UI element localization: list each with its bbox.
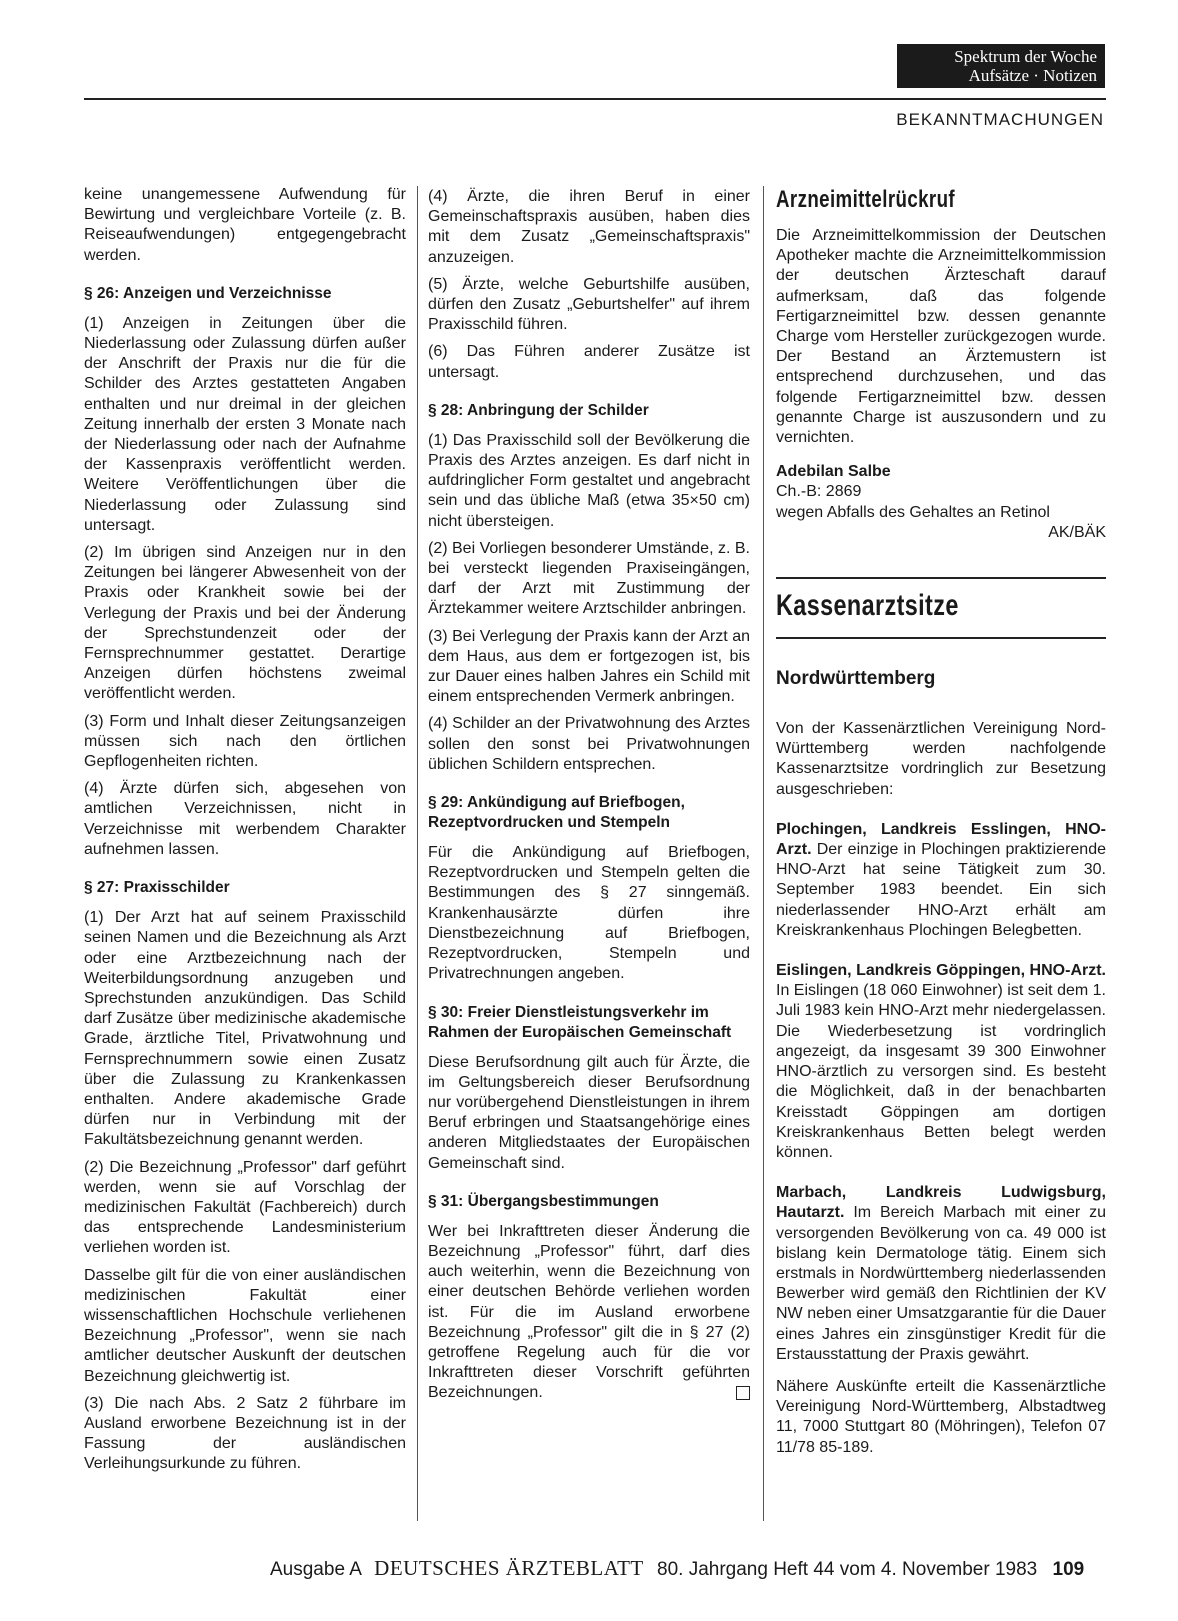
drug-batch: Ch.-B: 2869	[776, 483, 862, 501]
section-heading-30: § 30: Freier Dienstleistungsverkehr im Rahmen der Europäischen Gemeinschaft	[428, 1003, 732, 1041]
section-heading-27: § 27: Praxisschilder	[84, 879, 230, 897]
badge-line-1: Spektrum der Woche	[954, 47, 1097, 66]
paragraph: (2) Die Bezeichnung „Professor" darf geführt werden, wenn sie auf Vorschlag der medizinischen Fakultät (Fachbereich) durch das entsprechende Landesministerium verliehen worden ist.	[84, 1158, 406, 1257]
footer-magazine: DEUTSCHES ÄRZTEBLATT	[374, 1556, 644, 1580]
paragraph: keine unangemessene Aufwendung für Bewirtung und vergleichbare Vorteile (z. B. Reiseaufwendungen) entgegengebracht werden.	[84, 186, 406, 264]
paragraph: (1) Anzeigen in Zeitungen über die Niederlassung oder Zulassung dürfen außer der Anschrift der Praxis nur die für die Schilder des Arztes gestatteten Angaben enthalten und nur dreimal in der gleichen Zeitung innerhalb der ersten 3 Monate nach der Niederlassung oder nach der Aufnahme der Kassenpraxis veröffentlicht werden. Weitere Veröffentlichungen über die Niederlassung oder Zulassung sind untersagt.	[84, 314, 406, 534]
page-number: 109	[1052, 1559, 1085, 1580]
recall-heading: Arzneimittelrückruf	[776, 186, 956, 213]
section-rule	[776, 577, 1106, 579]
paragraph: Von der Kassenärztlichen Vereinigung Nord-Württemberg werden nachfolgende Kassenarztsitze vordringlich zur Besetzung ausgeschrieben:	[776, 720, 1106, 798]
paragraph: (2) Bei Vorliegen besonderer Umstände, z. B. bei versteckt liegenden Praxiseingängen, darf der Arzt mit Zustimmung der Ärztekammer weitere Arztschilder anbringen.	[428, 539, 750, 618]
badge-line-2: Aufsätze · Notizen	[968, 66, 1097, 85]
page-footer	[270, 1556, 1084, 1581]
paragraph: (3) Die nach Abs. 2 Satz 2 führbare im Ausland erworbene Bezeichnung ist in der Fassung der ausländischen Verleihungsurkunde zu führen.	[84, 1394, 406, 1473]
drug-notice	[776, 462, 1106, 543]
footer-issue: 80. Jahrgang Heft 44 vom 4. November 1983	[657, 1559, 1038, 1580]
end-mark-icon	[736, 1386, 750, 1400]
paragraph: (1) Der Arzt hat auf seinem Praxisschild seinen Namen und die Bezeichnung als Arzt oder eine Arztbezeichnung nach der Weiterbildungsordnung anzugeben und Sprechstunden anzukündigen. Das Schild darf Zusätze über medizinische akademische Grade, ärztliche Titel, Privatwohnung und Fernsprechnummern sowie einen Zusatz über die Zulassung zu Krankenkassen enthalten. Andere akademische Grade dürfen nur in Verbindung mit der Fakultätsbezeichnung genannt werden.	[84, 909, 406, 1149]
listing-text: Der einzige in Plochingen praktizierende HNO-Arzt hat seine Tätigkeit zum 30. September 1983 beendet. Ein sich niederlassender HNO-Arzt erhält am Kreiskrankenhaus Plochingen Belegbetten.	[776, 841, 1106, 939]
paragraph: Für die Ankündigung auf Briefbogen, Rezeptvordrucken und Stempeln gelten die Bestimmungen des § 27 sinngemäß. Krankenhausärzte dürfen ihre Dienstbezeichnung auf Briefbogen, Rezeptvordrucken, Stempeln und Privatrechnungen angeben.	[428, 844, 750, 983]
paragraph	[428, 1222, 750, 1404]
paragraph-text: Wer bei Inkrafttreten dieser Änderung die Bezeichnung „Professor" führt, darf dies auch weiterhin, wenn die Bezeichnung von einer deutschen Behörde verliehen worden ist. Für die im Ausland erworbene Bezeichnung „Professor" gilt die in § 27 (2) getroffene Regelung auch für die vor Inkrafttreten dieser Vorschrift geführten Bezeichnungen.	[428, 1222, 750, 1402]
column-2	[428, 187, 750, 1411]
drug-source: AK/BÄK	[1048, 523, 1106, 541]
column-3	[776, 186, 1106, 1465]
listing-plochingen	[776, 820, 1106, 941]
listing-title: Marbach, Landkreis Ludwigsburg, Hautarzt.	[776, 1184, 1106, 1222]
listing-text: Im Bereich Marbach mit einer zu versorgenden Bevölkerung von ca. 49 000 ist bislang kein Dermatologe tätig. Einem sich erstmals in Nordwürttemberg niederlassenden Bewerber wird gemäß den Richtlinien der KV NW neben einer Umsatzgarantie für die Dauer eines Jahres ein zinsgünstiger Kredit für die Erstausstattung der Praxis gewährt.	[776, 1204, 1106, 1363]
paragraph: (3) Form und Inhalt dieser Zeitungsanzeigen müssen sich nach den örtlichen Gepflogenheiten richten.	[84, 712, 406, 771]
paragraph: (6) Das Führen anderer Zusätze ist untersagt.	[428, 343, 750, 381]
drug-name: Adebilan Salbe	[776, 463, 891, 481]
paragraph: (1) Das Praxisschild soll der Bevölkerung die Praxis des Arztes anzeigen. Es darf nicht in aufdringlicher Form gestaltet und angebracht sein und das übliche Maß (etwa 35×50 cm) nicht übersteigen.	[428, 431, 750, 530]
section-heading-26: § 26: Anzeigen und Verzeichnisse	[84, 284, 332, 302]
section-heading-31: § 31: Übergangsbestimmungen	[428, 1192, 659, 1210]
column-divider	[763, 186, 764, 1521]
section-rule	[776, 637, 1106, 639]
listing-title: Plochingen, Landkreis Esslingen, HNO-Arzt.	[776, 820, 1106, 859]
region-heading: Nordwürttemberg	[776, 668, 936, 690]
listing-title: Eislingen, Landkreis Göppingen, HNO-Arzt.	[776, 962, 1106, 980]
contact-paragraph: Nähere Auskünfte erteilt die Kassenärztliche Vereinigung Nord-Württemberg, Albstadtweg 11, 7000 Stuttgart 80 (Möhringen), Telefon 07 11/78 85-189.	[776, 1377, 1106, 1456]
section-badge	[897, 44, 1105, 88]
column-1	[84, 185, 406, 1482]
paragraph: (4) Ärzte dürfen sich, abgesehen von amtlichen Verzeichnissen, nicht in Verzeichnisse mit werbendem Charakter aufnehmen lassen.	[84, 780, 406, 858]
paragraph: (3) Bei Verlegung der Praxis kann der Arzt an dem Haus, aus dem er fortgezogen ist, bis zur Dauer eines halben Jahres ein Schild mit einem entsprechenden Vermerk anbringen.	[428, 627, 750, 706]
kassenarztsitze-heading: Kassenarztsitze	[776, 589, 959, 623]
paragraph: (5) Ärzte, welche Geburtshilfe ausüben, dürfen den Zusatz „Geburtshelfer" auf ihrem Praxisschild führen.	[428, 275, 750, 334]
paragraph: Diese Berufsordnung gilt auch für Ärzte, die im Geltungsbereich dieser Berufsordnung nur vorübergehend Dienstleistungen in ihrem Beruf erbringen und Staatsangehörige eines anderen Mitgliedstaates der Europäischen Gemeinschaft sind.	[428, 1053, 750, 1172]
paragraph: (2) Im übrigen sind Anzeigen nur in den Zeitungen bei längerer Abwesenheit von der Praxis oder Krankheit sowie bei der Verlegung der Praxis und bei der Änderung der Sprechstundenzeit oder der Fernsprechnummer gestattet. Derartige Anzeigen dürfen höchstens zweimal veröffentlicht werden.	[84, 544, 406, 703]
section-label: BEKANNTMACHUNGEN	[896, 110, 1104, 129]
paragraph: Dasselbe gilt für die von einer ausländischen medizinischen Fakultät einer wissenschaftlichen Hochschule verliehenen Bezeichnung „Professor", wenn sie nach amtlicher deutscher Auskunft der deutschen Bezeichnung gleichwertig ist.	[84, 1266, 406, 1385]
listing-marbach	[776, 1183, 1106, 1365]
drug-reason: wegen Abfalls des Gehaltes an Retinol	[776, 503, 1050, 521]
listing-eislingen	[776, 961, 1106, 1163]
section-heading-29: § 29: Ankündigung auf Briefbogen, Rezeptvordrucken und Stempeln	[428, 794, 685, 832]
section-heading-28: § 28: Anbringung der Schilder	[428, 401, 649, 419]
paragraph: (4) Ärzte, die ihren Beruf in einer Gemeinschaftspraxis ausüben, haben dies mit dem Zusatz „Gemeinschaftspraxis" anzuzeigen.	[428, 188, 750, 266]
paragraph: (4) Schilder an der Privatwohnung des Arztes sollen den sonst bei Privatwohnungen üblichen Schildern entsprechen.	[428, 715, 750, 773]
paragraph: Die Arzneimittelkommission der Deutschen Apotheker machte die Arzneimittelkommission der deutschen Ärzteschaft darauf aufmerksam, daß das folgende Fertigarzneimittel bzw. dessen genannte Charge vom Hersteller zurückgezogen wurde. Der Bestand an Ärztemustern ist entsprechend durchzusehen, und das folgende Fertigarzneimittel bzw. dessen genannte Charge ist auszusondern und zu vernichten.	[776, 227, 1106, 447]
column-divider	[417, 186, 418, 1521]
listing-text: In Eislingen (18 060 Einwohner) ist seit dem 1. Juli 1983 kein HNO-Arzt mehr niedergelassen. Die Wiederbesetzung ist vordringlich angezeigt, da insgesamt 39 300 Einwohner HNO-ärztlich zu versorgen sind. Es besteht die Möglichkeit, daß in der benachbarten Kreisstadt Göppingen am dortigen Kreiskrankenhaus Betten belegt werden können.	[776, 982, 1106, 1161]
footer-edition: Ausgabe A	[270, 1559, 361, 1580]
top-rule	[84, 98, 1106, 100]
